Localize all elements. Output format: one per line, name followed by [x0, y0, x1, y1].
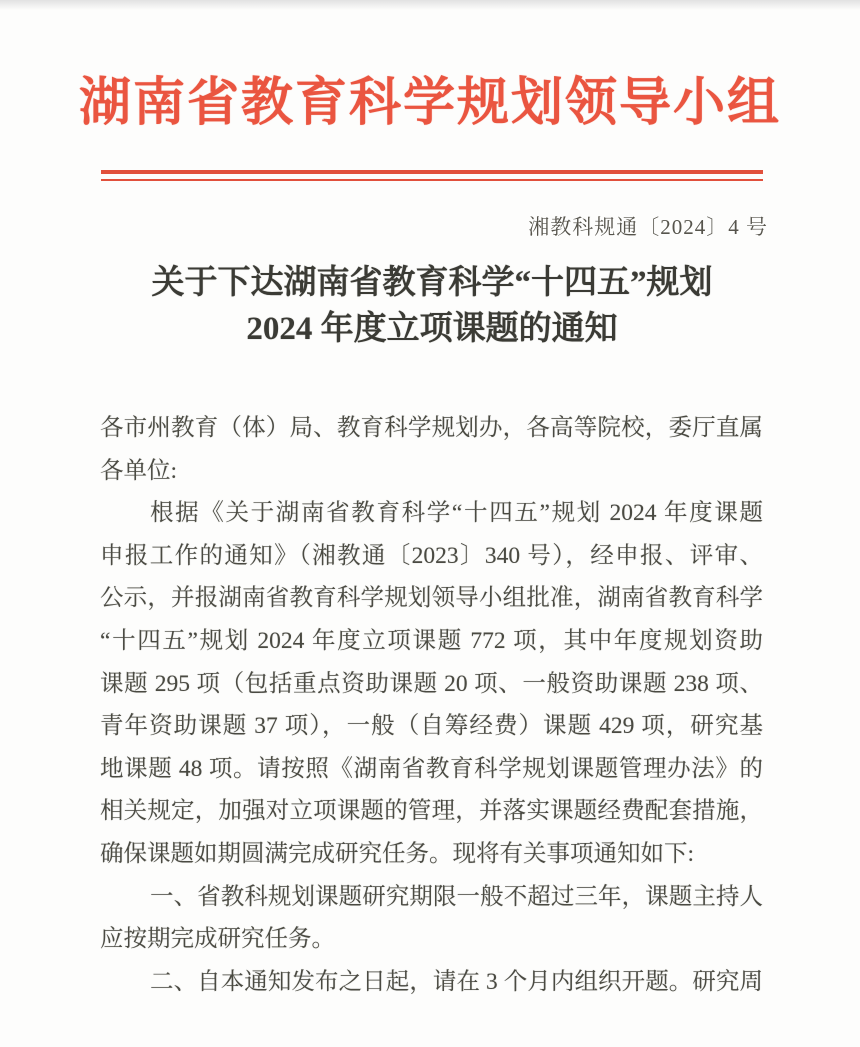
body-line-salutation-2: 各单位: — [100, 457, 178, 484]
scan-shadow — [0, 0, 860, 10]
letterhead-divider-thick-line — [101, 170, 763, 174]
body-line-10: 相关规定，加强对立项课题的管理，并落实课题经费配套措施， — [100, 798, 763, 825]
body-line-item-1: 一、省教科规划课题研究期限一般不超过三年，课题主持人 — [150, 883, 763, 910]
document-title-line-1: 关于下达湖南省教育科学“十四五”规划 — [151, 265, 713, 301]
body-line-8: 青年资助课题 37 项），一般（自筹经费）课题 429 项，研究基 — [100, 713, 763, 740]
body-line-3: 根据《关于湖南省教育科学“十四五”规划 2024 年度课题 — [150, 500, 763, 527]
letterhead-divider — [101, 170, 763, 181]
body-line-item-2: 二、自本通知发布之日起，请在 3 个月内组织开题。研究周 — [150, 968, 763, 995]
body-line-9: 地课题 48 项。请按照《湖南省教育科学规划课题管理办法》的 — [100, 755, 763, 782]
document-title — [98, 260, 766, 352]
body-line-11: 确保课题如期圆满完成研究任务。现将有关事项通知如下: — [100, 840, 695, 867]
letterhead-org-name: 湖南省教育科学规划领导小组 — [78, 75, 781, 132]
body-line-6: “十四五”规划 2024 年度立项课题 772 项，其中年度规划资助 — [100, 627, 763, 654]
body-line-5: 公示，并报湖南省教育科学规划领导小组批准，湖南省教育科学 — [100, 585, 763, 612]
document-body — [100, 407, 763, 1003]
document-title-line-2: 2024 年度立项课题的通知 — [246, 311, 618, 347]
body-line-7: 课题 295 项（包括重点资助课题 20 项、一般资助课题 238 项、 — [100, 670, 763, 697]
letterhead-divider-thin-line — [101, 179, 763, 181]
body-line-4: 申报工作的通知》（湘教通〔2023〕340 号），经申报、评审、 — [100, 542, 763, 569]
body-line-item-1-cont: 应按期完成研究任务。 — [100, 926, 335, 953]
document-number: 湘教科规通〔2024〕4 号 — [528, 215, 768, 239]
body-line-salutation-1: 各市州教育（体）局、教育科学规划办，各高等院校，委厅直属 — [100, 415, 763, 441]
